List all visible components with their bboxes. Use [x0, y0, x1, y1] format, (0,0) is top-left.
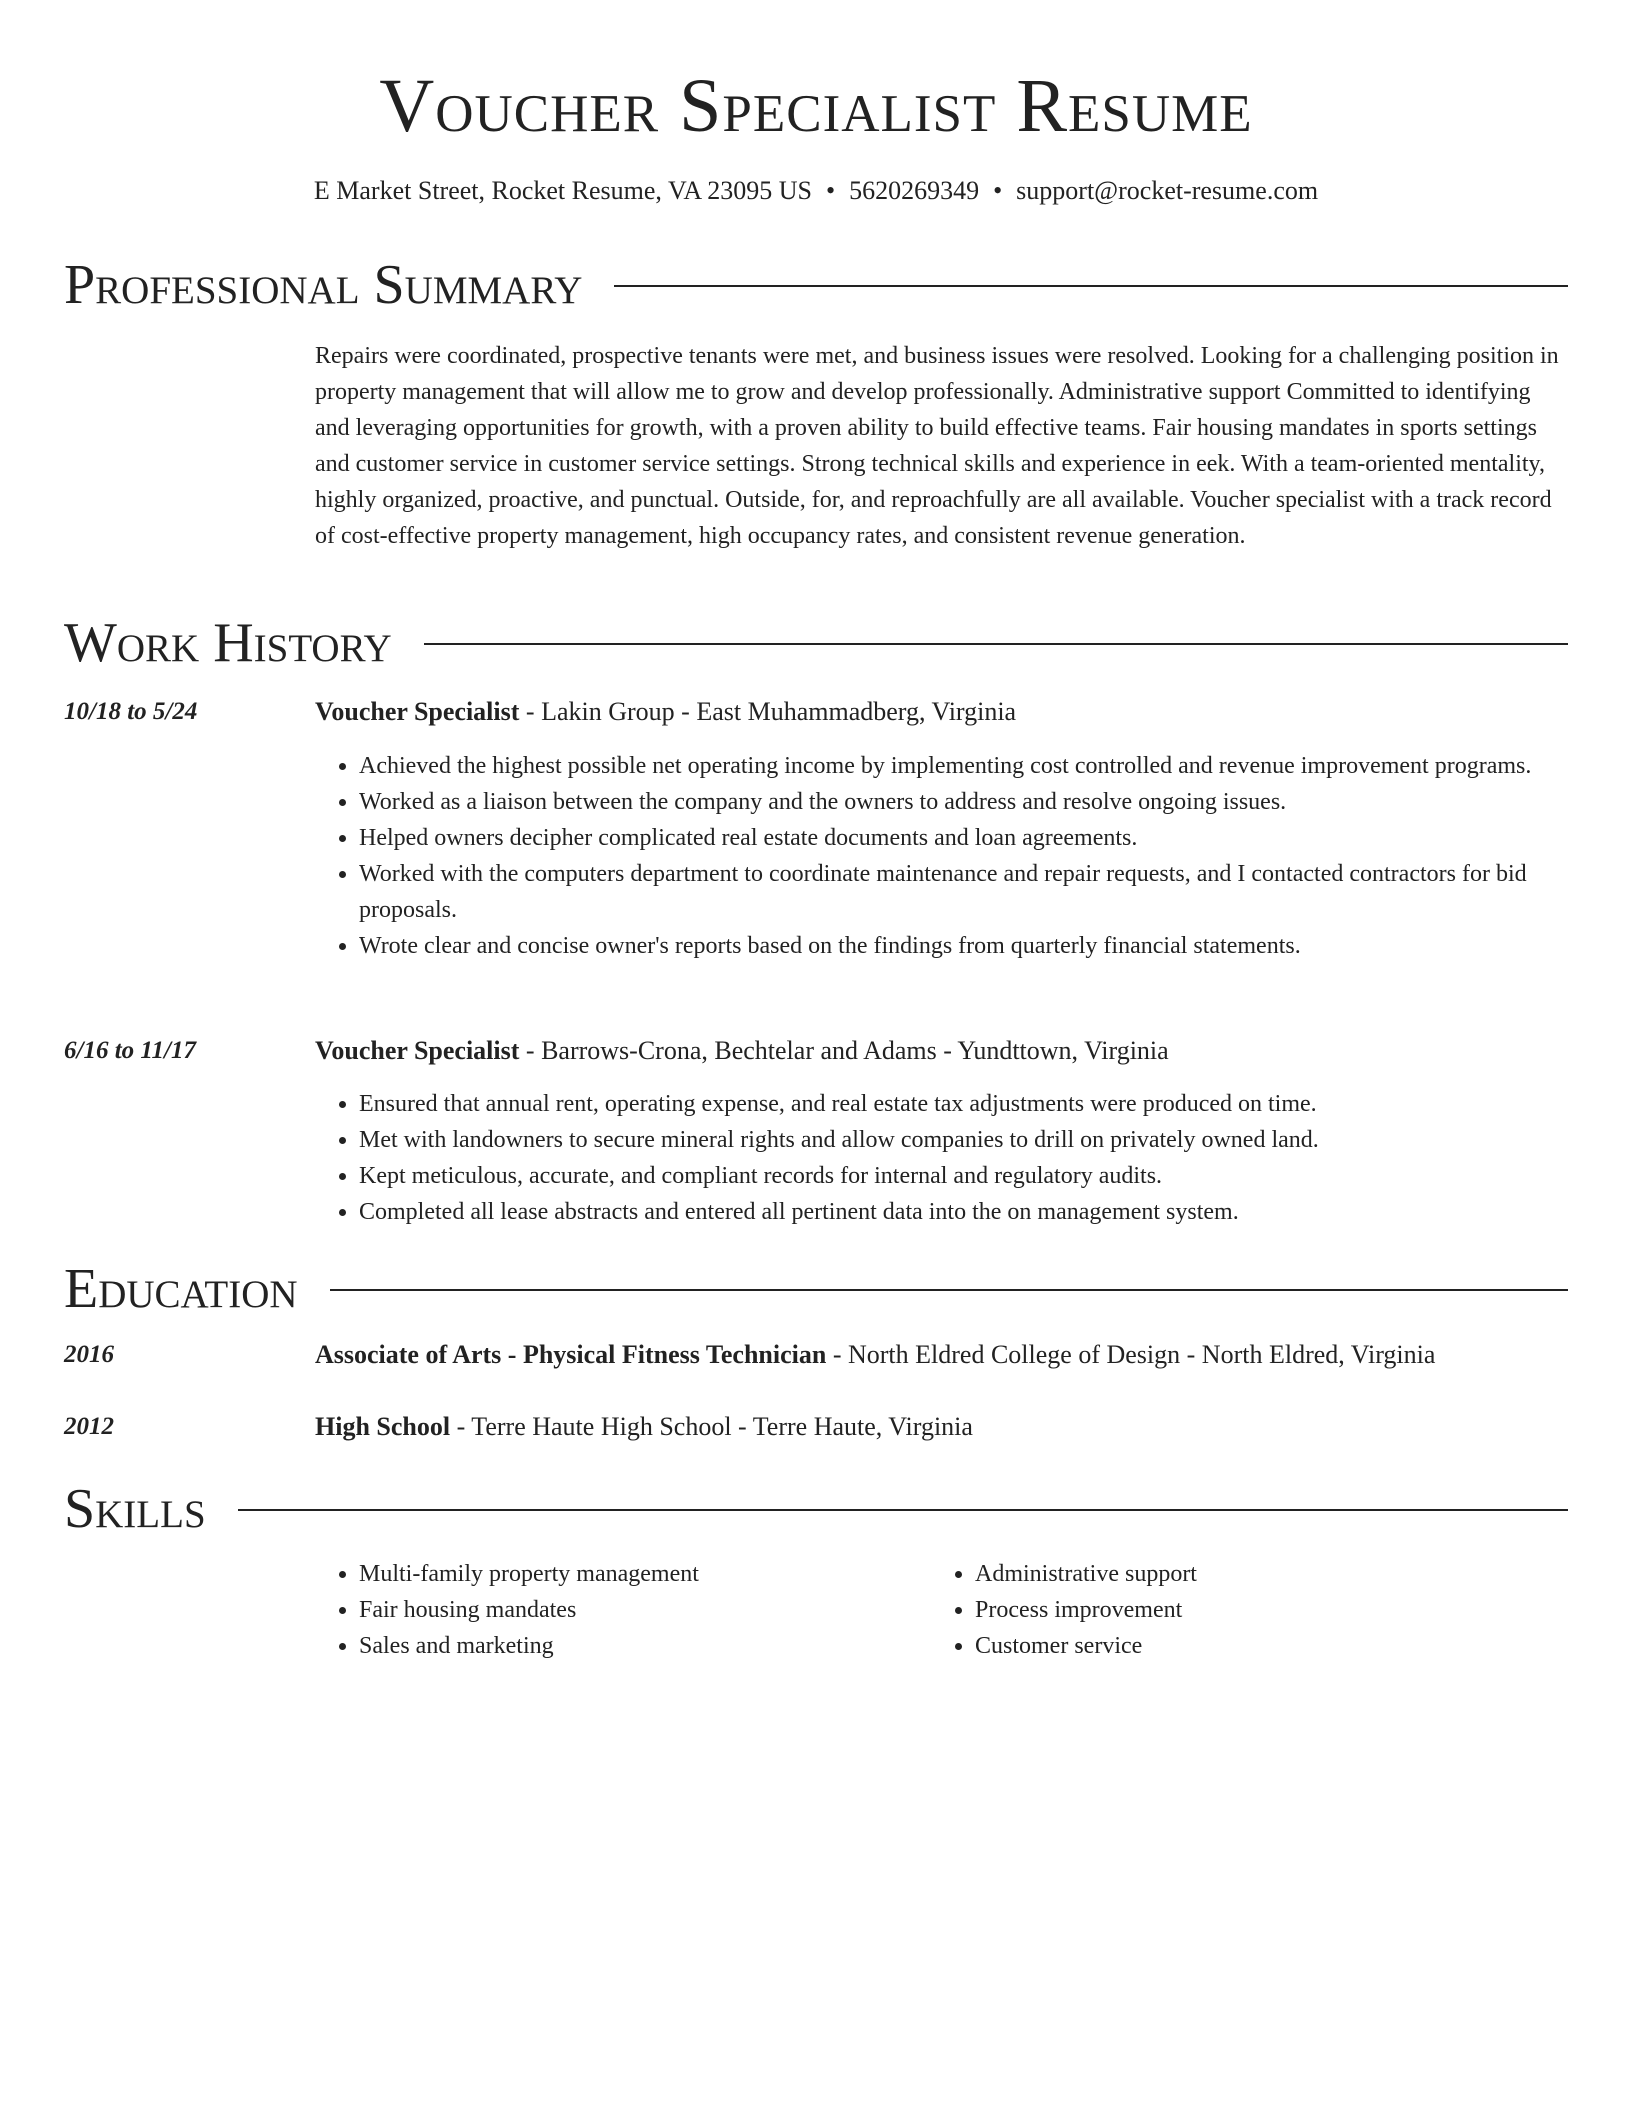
- job-details: - Lakin Group - East Muhammadberg, Virginia: [519, 697, 1017, 726]
- list-item: • Wrote clear and concise owner's reports based on the findings from quarterly financial statements.: [359, 928, 1568, 964]
- contact-email: support@rocket-resume.com: [1016, 176, 1319, 205]
- job-dates: 6/16 to 11/17: [64, 1037, 196, 1064]
- list-item: • Achieved the highest possible net operating income by implementing cost controlled and revenue improvement programs.: [359, 748, 1568, 784]
- section-header-skills: [64, 1474, 1568, 1544]
- section-title-skills: Skills: [64, 1478, 206, 1540]
- section-header-work: [64, 608, 1568, 678]
- list-item: • Worked with the computers department to coordinate maintenance and repair requests, and I contacted contractors for bid proposals.: [359, 856, 1568, 928]
- skills-list-right: [931, 1556, 1515, 1664]
- skills-list-left: [315, 1556, 899, 1664]
- skill-item: • Process improvement: [975, 1592, 1515, 1628]
- education-details: - North Eldred College of Design - North Eldred, Virginia: [826, 1340, 1436, 1369]
- education-degree: Associate of Arts - Physical Fitness Technician: [315, 1340, 827, 1369]
- summary-text: Repairs were coordinated, prospective tenants were met, and business issues were resolved. Looking for a challenging position in property management that will allow me to grow and develop professionally. Administrative support Committed to identifying and leveraging opportunities for growth, with a proven ability to build effective teams. Fair housing mandates in sports settings and customer service in customer service settings. Strong technical skills and experience in eek. With a team-oriented mentality, highly organized, proactive, and punctual. Outside, for, and reproachfully are all available. Voucher specialist with a track record of cost-effective property management, high occupancy rates, and consistent revenue generation.: [315, 343, 1559, 549]
- section-divider: [238, 1509, 1568, 1511]
- section-divider: [330, 1289, 1568, 1291]
- skill-item: • Sales and marketing: [359, 1628, 899, 1664]
- contact-phone: 5620269349: [849, 176, 980, 205]
- job-bullets: [315, 1086, 1568, 1230]
- list-item: • Ensured that annual rent, operating expense, and real estate tax adjustments were produced on time.: [359, 1086, 1568, 1122]
- section-title-summary: Professional Summary: [64, 254, 583, 316]
- education-heading: [315, 1338, 1568, 1372]
- contact-separator: •: [993, 176, 1003, 205]
- job-details: - Barrows-Crona, Bechtelar and Adams - Yundttown, Virginia: [519, 1036, 1169, 1065]
- skill-item: • Fair housing mandates: [359, 1592, 899, 1628]
- section-title-work: Work History: [64, 612, 392, 674]
- job-bullets: [315, 748, 1568, 964]
- skill-item: • Multi-family property management: [359, 1556, 899, 1592]
- skill-item: • Administrative support: [975, 1556, 1515, 1592]
- contact-address: E Market Street, Rocket Resume, VA 23095 US: [313, 176, 812, 205]
- section-divider: [614, 285, 1568, 287]
- education-details: - Terre Haute High School - Terre Haute, Virginia: [450, 1412, 973, 1441]
- job-heading: [315, 695, 1568, 729]
- list-item: • Kept meticulous, accurate, and compliant records for internal and regulatory audits.: [359, 1158, 1568, 1194]
- job-title: Voucher Specialist: [315, 1036, 520, 1065]
- list-item: • Worked as a liaison between the company and the owners to address and resolve ongoing issues.: [359, 784, 1568, 820]
- skill-item: • Customer service: [975, 1628, 1515, 1664]
- job-heading: [315, 1034, 1568, 1068]
- list-item: • Helped owners decipher complicated real estate documents and loan agreements.: [359, 820, 1568, 856]
- job-dates: 10/18 to 5/24: [64, 698, 198, 725]
- list-item: • Met with landowners to secure mineral rights and allow companies to drill on privately owned land.: [359, 1122, 1568, 1158]
- section-header-summary: [64, 250, 1568, 320]
- education-degree: High School: [315, 1412, 451, 1441]
- education-year: 2016: [64, 1341, 114, 1368]
- education-year: 2012: [64, 1413, 114, 1440]
- education-heading: [315, 1410, 1568, 1444]
- list-item: • Completed all lease abstracts and entered all pertinent data into the on management system.: [359, 1194, 1568, 1230]
- contact-line: [0, 174, 1632, 208]
- resume-title: Voucher Specialist Resume: [379, 64, 1253, 148]
- section-title-education: Education: [64, 1258, 298, 1320]
- section-header-education: [64, 1254, 1568, 1324]
- job-title: Voucher Specialist: [315, 697, 520, 726]
- section-divider: [424, 643, 1568, 645]
- contact-separator: •: [825, 176, 836, 205]
